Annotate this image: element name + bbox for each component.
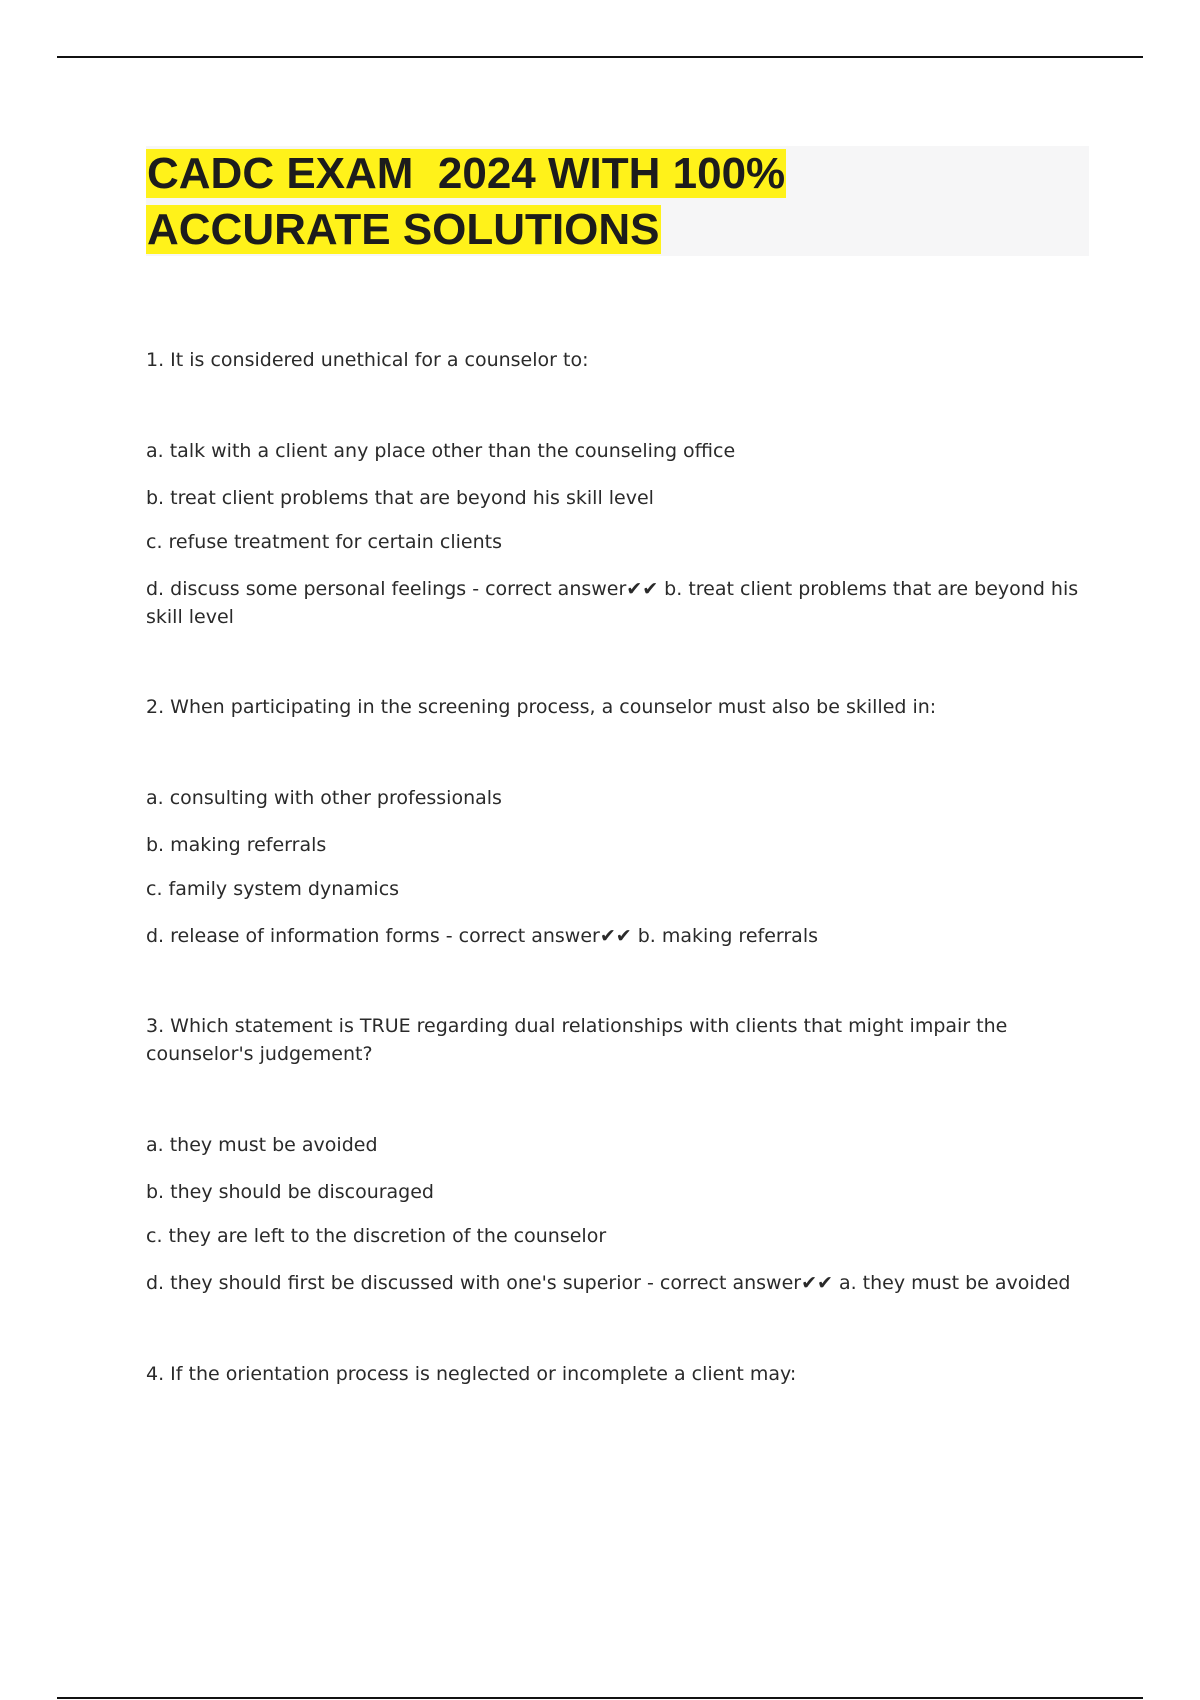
q1-option-c: c. refuse treatment for certain clients: [146, 531, 502, 553]
q2-option-c: c. family system dynamics: [146, 878, 400, 900]
q3-option-d-answer: d. they should first be discussed with one's superior - correct answer✔✔ a. they must be avoided: [146, 1272, 1071, 1294]
question-3: 3. Which statement is TRUE regarding dual relationships with clients that might impair the counselor's judgement?: [146, 1015, 1014, 1065]
document-title: [146, 146, 866, 258]
title-line-1: CADC EXAM 2024 WITH 100%: [147, 149, 786, 198]
q1-option-d-answer: d. discuss some personal feelings - correct answer✔✔ b. treat client problems that are beyond his skill level: [146, 578, 1085, 628]
q2-option-d-answer: d. release of information forms - correct answer✔✔ b. making referrals: [146, 925, 819, 947]
q3-option-b: b. they should be discouraged: [146, 1181, 434, 1203]
bottom-rule: [57, 1697, 1143, 1699]
title-line-2: ACCURATE SOLUTIONS: [147, 205, 660, 254]
q1-option-a: a. talk with a client any place other than the counseling office: [146, 440, 736, 462]
q1-option-b: b. treat client problems that are beyond his skill level: [146, 487, 654, 509]
top-rule: [57, 56, 1143, 58]
q2-option-a: a. consulting with other professionals: [146, 787, 502, 809]
question-2: 2. When participating in the screening process, a counselor must also be skilled in:: [146, 696, 937, 718]
q3-option-c: c. they are left to the discretion of the counselor: [146, 1225, 607, 1247]
q3-option-a: a. they must be avoided: [146, 1134, 378, 1156]
q2-option-b: b. making referrals: [146, 834, 327, 856]
document-title-block: [146, 146, 1089, 256]
question-4: 4. If the orientation process is neglected or incomplete a client may:: [146, 1363, 797, 1385]
question-1: 1. It is considered unethical for a counselor to:: [146, 349, 589, 371]
